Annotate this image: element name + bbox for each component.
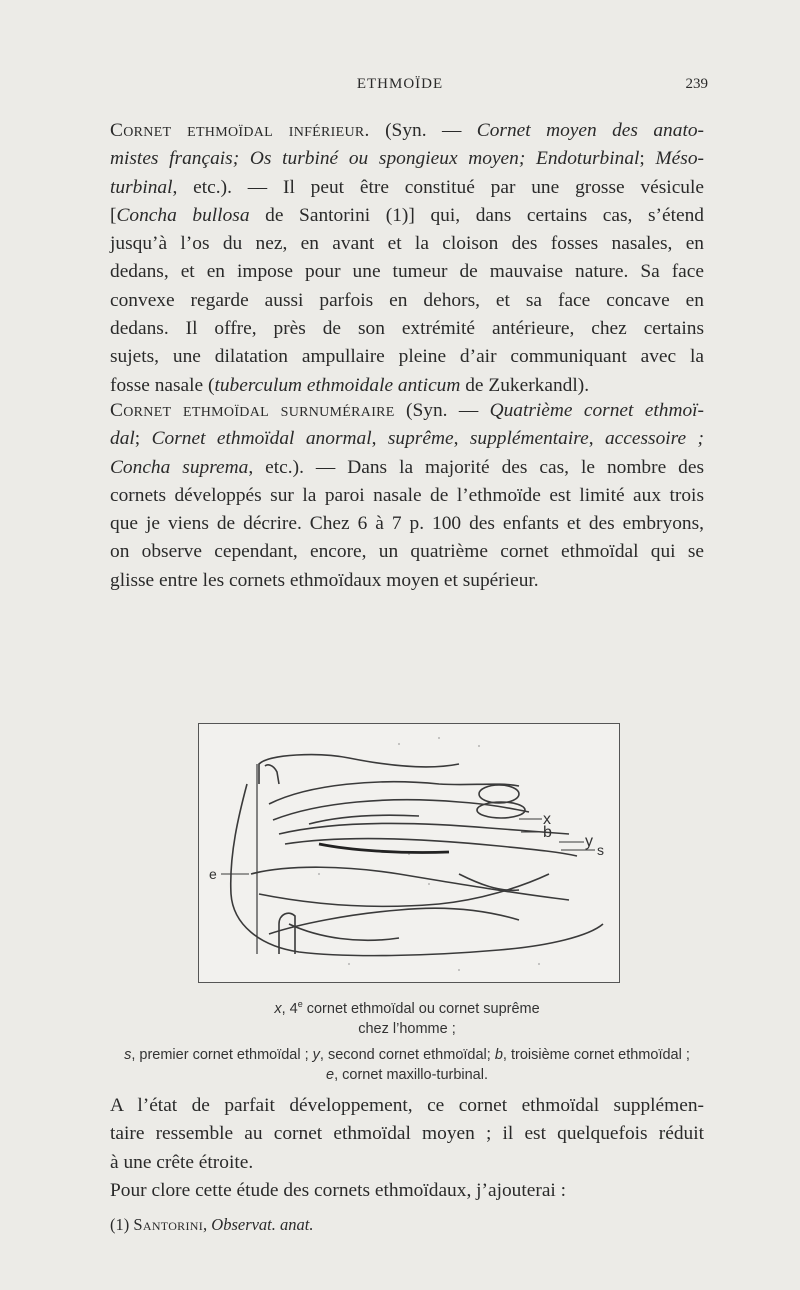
text-line: Cornet ethmoïdal inférieur. (Syn. — Cornet moyen des anato- bbox=[110, 120, 704, 141]
text-line: [Concha bullosa de Santorini (1)] qui, dans certains cas, s’étend bbox=[110, 204, 704, 226]
text-line: fosse nasale (tuberculum ethmoidale anticum de Zukerkandl). bbox=[110, 374, 590, 396]
text-line: que je viens de décrire. Chez 6 à 7 p. 100 des enfants et des embryons, bbox=[110, 513, 704, 535]
text-line: taire ressemble au cornet ethmoïdal moyen ; il est quelquefois réduit bbox=[110, 1123, 704, 1145]
caption-line: e, cornet maxillo-turbinal. bbox=[326, 1067, 488, 1083]
page-number: 239 bbox=[685, 76, 708, 92]
text-line: jusqu’à l’os du nez, en avant et la cloison des fosses nasales, en bbox=[110, 233, 704, 255]
text-line: Concha suprema, etc.). — Dans la majorité des cas, le nombre des bbox=[110, 456, 704, 478]
caption-line: s, premier cornet ethmoïdal ; y, second cornet ethmoïdal; b, troisième cornet ethmoïdal ; bbox=[124, 1047, 690, 1063]
text-line: convexe regarde aussi parfois en dehors, et sa face concave en bbox=[110, 289, 704, 311]
lateral-wall-outline bbox=[231, 784, 603, 956]
roof-outline bbox=[259, 755, 459, 784]
text-line: turbinal, etc.). — Il peut être constitué par une grosse vésicule bbox=[110, 176, 704, 198]
text-line: on observe cependant, encore, un quatrième cornet ethmoïdal qui se bbox=[110, 541, 704, 563]
running-title: ETHMOÏDE bbox=[356, 76, 444, 92]
ethmoid-turbinates-drawing bbox=[199, 724, 619, 982]
paragraph-developpement bbox=[110, 1092, 704, 1177]
text-line: mistes français; Os turbiné ou spongieux moyen; Endoturbinal; Méso- bbox=[110, 148, 704, 170]
text-line: dedans, et en impose pour une tumeur de mauvaise nature. Sa face bbox=[110, 261, 704, 283]
text-line: à une crête étroite. bbox=[110, 1151, 254, 1173]
label-x: x bbox=[543, 811, 551, 828]
cornet-e-outline bbox=[251, 867, 569, 900]
cornet-x-outline bbox=[269, 782, 519, 804]
text-line: glisse entre les cornets ethmoïdaux moyen et supérieur. bbox=[110, 569, 539, 591]
text-line: Pour clore cette étude des cornets ethmoïdaux, j’ajouterai : bbox=[110, 1180, 567, 1201]
footnote: (1) Santorini, Observat. anat. bbox=[110, 1215, 314, 1234]
anatomical-figure bbox=[198, 723, 620, 983]
label-y: y bbox=[585, 833, 593, 850]
caption-line: chez l’homme ; bbox=[358, 1020, 456, 1037]
paragraph-cornet-inferieur bbox=[110, 117, 704, 400]
text-line: dal; Cornet ethmoïdal anormal, suprême, supplémentaire, accessoire ; bbox=[110, 428, 704, 450]
label-b: b bbox=[543, 824, 552, 841]
figure-caption-title bbox=[110, 994, 704, 1039]
figure-caption-legend bbox=[110, 1045, 704, 1085]
text-line: sujets, une dilatation ampullaire pleine d’air communiquant avec la bbox=[110, 346, 704, 368]
label-e: e bbox=[209, 866, 217, 882]
paragraph-conclusion bbox=[110, 1177, 704, 1205]
text-line: Cornet ethmoïdal surnuméraire (Syn. — Quatrième cornet ethmoï- bbox=[110, 400, 704, 421]
text-line: dedans. Il offre, près de son extrémité antérieure, chez certains bbox=[110, 318, 704, 340]
label-s: s bbox=[597, 842, 604, 858]
text-line: cornets développés sur la paroi nasale de l’ethmoïde est limité aux trois bbox=[110, 484, 704, 506]
running-head bbox=[0, 76, 800, 100]
paragraph-cornet-surnumeraire bbox=[110, 397, 704, 595]
text-line: A l’état de parfait développement, ce cornet ethmoïdal supplémen- bbox=[110, 1095, 704, 1116]
caption-line: x, 4e cornet ethmoïdal ou cornet suprême bbox=[274, 999, 540, 1017]
